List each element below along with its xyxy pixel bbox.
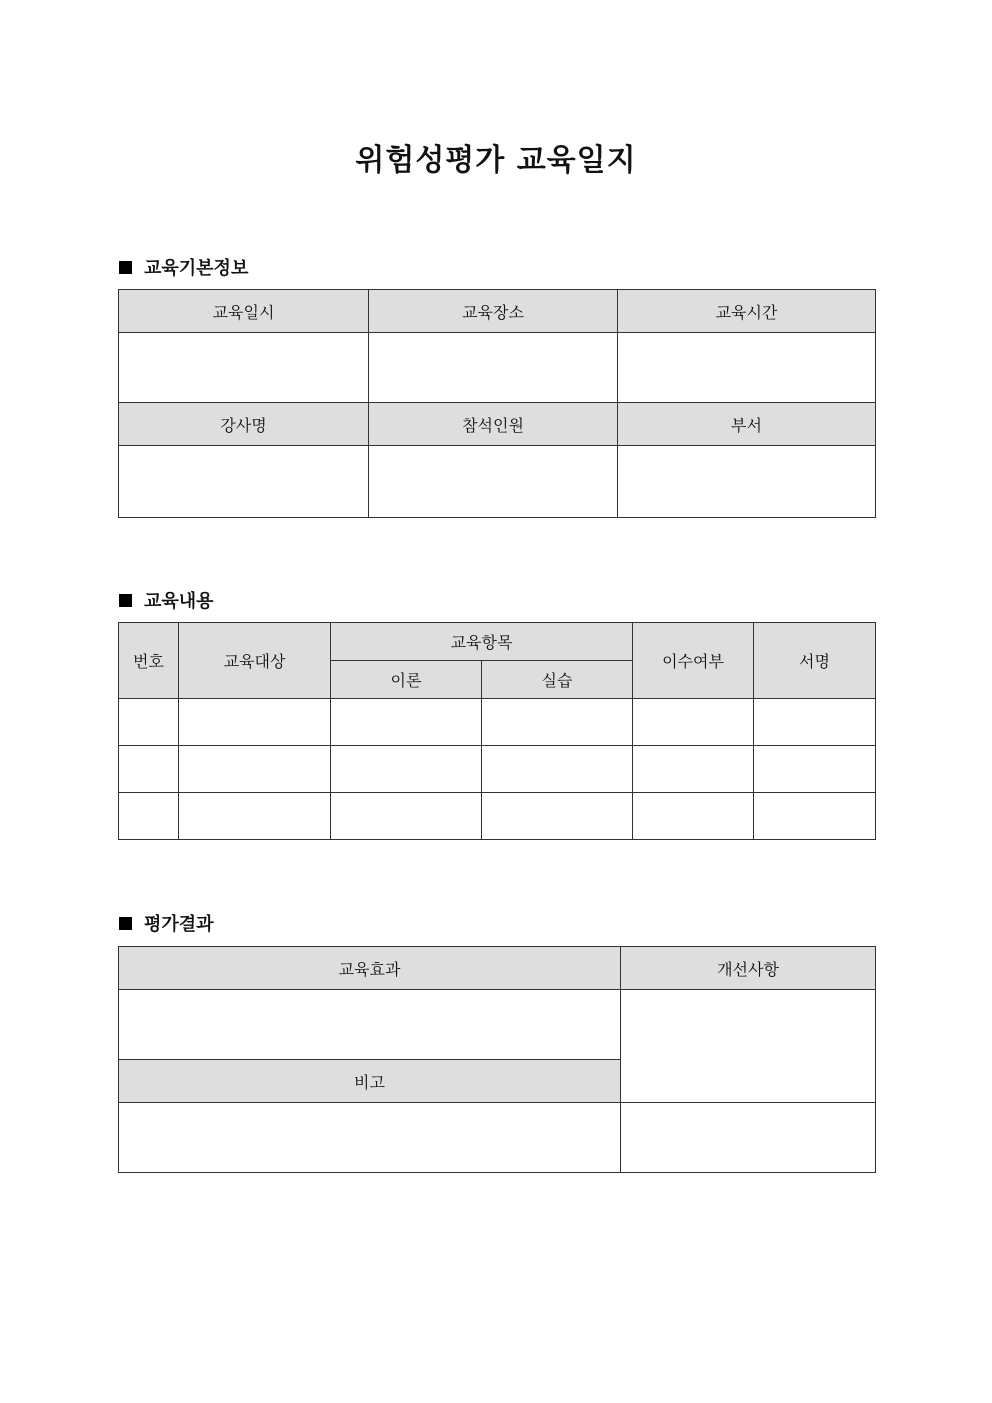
signature-cell[interactable] bbox=[754, 746, 876, 793]
practice-cell[interactable] bbox=[482, 793, 633, 840]
header-target: 교육대상 bbox=[179, 623, 331, 699]
remarks-field[interactable] bbox=[119, 1103, 621, 1173]
header-practice: 실습 bbox=[482, 661, 633, 699]
header-improvement: 개선사항 bbox=[621, 947, 876, 990]
signature-cell[interactable] bbox=[754, 793, 876, 840]
square-bullet-icon bbox=[119, 261, 132, 274]
header-education-time: 교육시간 bbox=[618, 290, 876, 333]
number-cell[interactable] bbox=[119, 793, 179, 840]
header-instructor: 강사명 bbox=[119, 403, 369, 446]
table-row bbox=[119, 699, 876, 746]
number-cell[interactable] bbox=[119, 699, 179, 746]
section-heading-education-content bbox=[119, 587, 214, 613]
basic-info-table bbox=[118, 289, 876, 518]
page-title: 위험성평가 교육일지 bbox=[355, 143, 637, 178]
education-effect-field[interactable] bbox=[119, 990, 621, 1060]
instructor-field[interactable] bbox=[119, 446, 369, 518]
header-completion: 이수여부 bbox=[633, 623, 754, 699]
table-row bbox=[119, 793, 876, 840]
education-content-table bbox=[118, 622, 876, 840]
target-cell[interactable] bbox=[179, 699, 331, 746]
header-education-date: 교육일시 bbox=[119, 290, 369, 333]
header-number: 번호 bbox=[119, 623, 179, 699]
table-row bbox=[119, 746, 876, 793]
education-place-field[interactable] bbox=[369, 333, 618, 403]
header-theory: 이론 bbox=[331, 661, 482, 699]
section-heading-basic-info bbox=[119, 254, 248, 280]
signature-cell[interactable] bbox=[754, 699, 876, 746]
header-attendees: 참석인원 bbox=[369, 403, 618, 446]
target-cell[interactable] bbox=[179, 793, 331, 840]
education-date-field[interactable] bbox=[119, 333, 369, 403]
header-education-items: 교육항목 bbox=[331, 623, 633, 661]
completion-cell[interactable] bbox=[633, 699, 754, 746]
improvement-field-upper[interactable] bbox=[621, 990, 876, 1103]
practice-cell[interactable] bbox=[482, 699, 633, 746]
completion-cell[interactable] bbox=[633, 793, 754, 840]
square-bullet-icon bbox=[119, 594, 132, 607]
header-department: 부서 bbox=[618, 403, 876, 446]
improvement-field-lower[interactable] bbox=[621, 1103, 876, 1173]
header-signature: 서명 bbox=[754, 623, 876, 699]
practice-cell[interactable] bbox=[482, 746, 633, 793]
theory-cell[interactable] bbox=[331, 746, 482, 793]
square-bullet-icon bbox=[119, 917, 132, 930]
theory-cell[interactable] bbox=[331, 699, 482, 746]
header-education-place: 교육장소 bbox=[369, 290, 618, 333]
evaluation-result-table bbox=[118, 946, 876, 1173]
theory-cell[interactable] bbox=[331, 793, 482, 840]
number-cell[interactable] bbox=[119, 746, 179, 793]
header-education-effect: 교육효과 bbox=[119, 947, 621, 990]
header-remarks: 비고 bbox=[119, 1060, 621, 1103]
target-cell[interactable] bbox=[179, 746, 331, 793]
section-heading-label: 교육내용 bbox=[144, 591, 214, 612]
section-heading-label: 평가결과 bbox=[144, 914, 214, 935]
department-field[interactable] bbox=[618, 446, 876, 518]
completion-cell[interactable] bbox=[633, 746, 754, 793]
attendees-field[interactable] bbox=[369, 446, 618, 518]
section-heading-label: 교육기본정보 bbox=[144, 258, 249, 279]
section-heading-evaluation-result bbox=[119, 910, 214, 936]
education-time-field[interactable] bbox=[618, 333, 876, 403]
